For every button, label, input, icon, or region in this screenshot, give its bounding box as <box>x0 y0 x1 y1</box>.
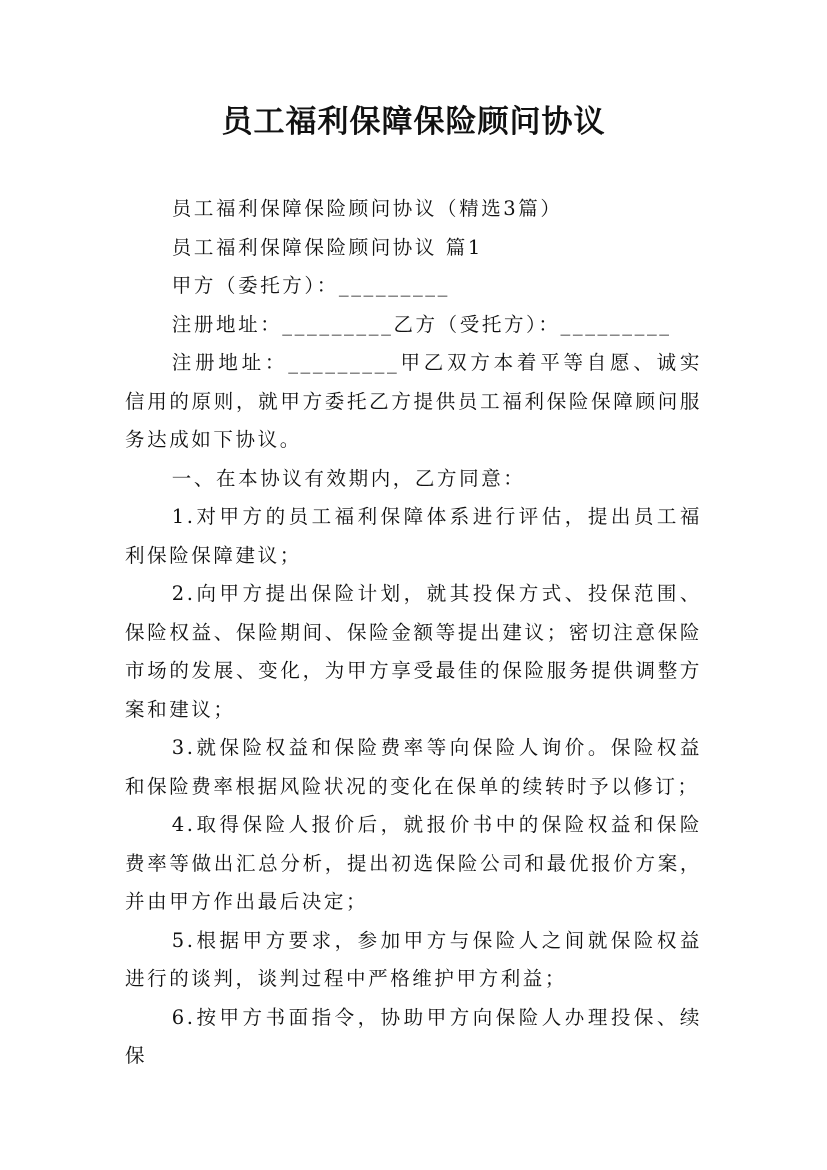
paragraph: 员工福利保障保险顾问协议（精选3篇） <box>171 197 563 220</box>
document-body <box>125 190 702 1076</box>
paragraph: 注册地址：_________乙方（受托方）：_________ <box>171 312 672 336</box>
paragraph: 4.取得保险人报价后，就报价书中的保险权益和保险费率等做出汇总分析，提出初选保险公司和最优报价方案，并由甲方作出最后决定； <box>125 813 702 913</box>
paragraph: 1.对甲方的员工福利保障体系进行评估，提出员工福利保险保障建议； <box>125 505 702 567</box>
paragraph: 员工福利保障保险顾问协议 篇1 <box>171 235 483 259</box>
paragraph: 注册地址：_________甲乙双方本着平等自愿、诚实信用的原则，就甲方委托乙方提供员工福利保险保障顾问服务达成如下协议。 <box>125 351 702 451</box>
paragraph: 2.向甲方提出保险计划，就其投保方式、投保范围、保险权益、保险期间、保险金额等提出建议；密切注意保险市场的发展、变化，为甲方享受最佳的保险服务提供调整方案和建议； <box>125 582 702 721</box>
paragraph: 6.按甲方书面指令，协助甲方向保险人办理投保、续保 <box>125 1005 702 1067</box>
paragraph: 一、在本协议有效期内，乙方同意： <box>171 466 526 490</box>
paragraph: 5.根据甲方要求，参加甲方与保险人之间就保险权益进行的谈判，谈判过程中严格维护甲方利益； <box>125 928 702 990</box>
paragraph: 甲方（委托方）：_________ <box>171 274 450 297</box>
document-title: 员工福利保障保险顾问协议 <box>221 104 606 140</box>
paragraph: 3.就保险权益和保险费率等向保险人询价。保险权益和保险费率根据风险状况的变化在保单的续转时予以修订； <box>125 736 702 798</box>
